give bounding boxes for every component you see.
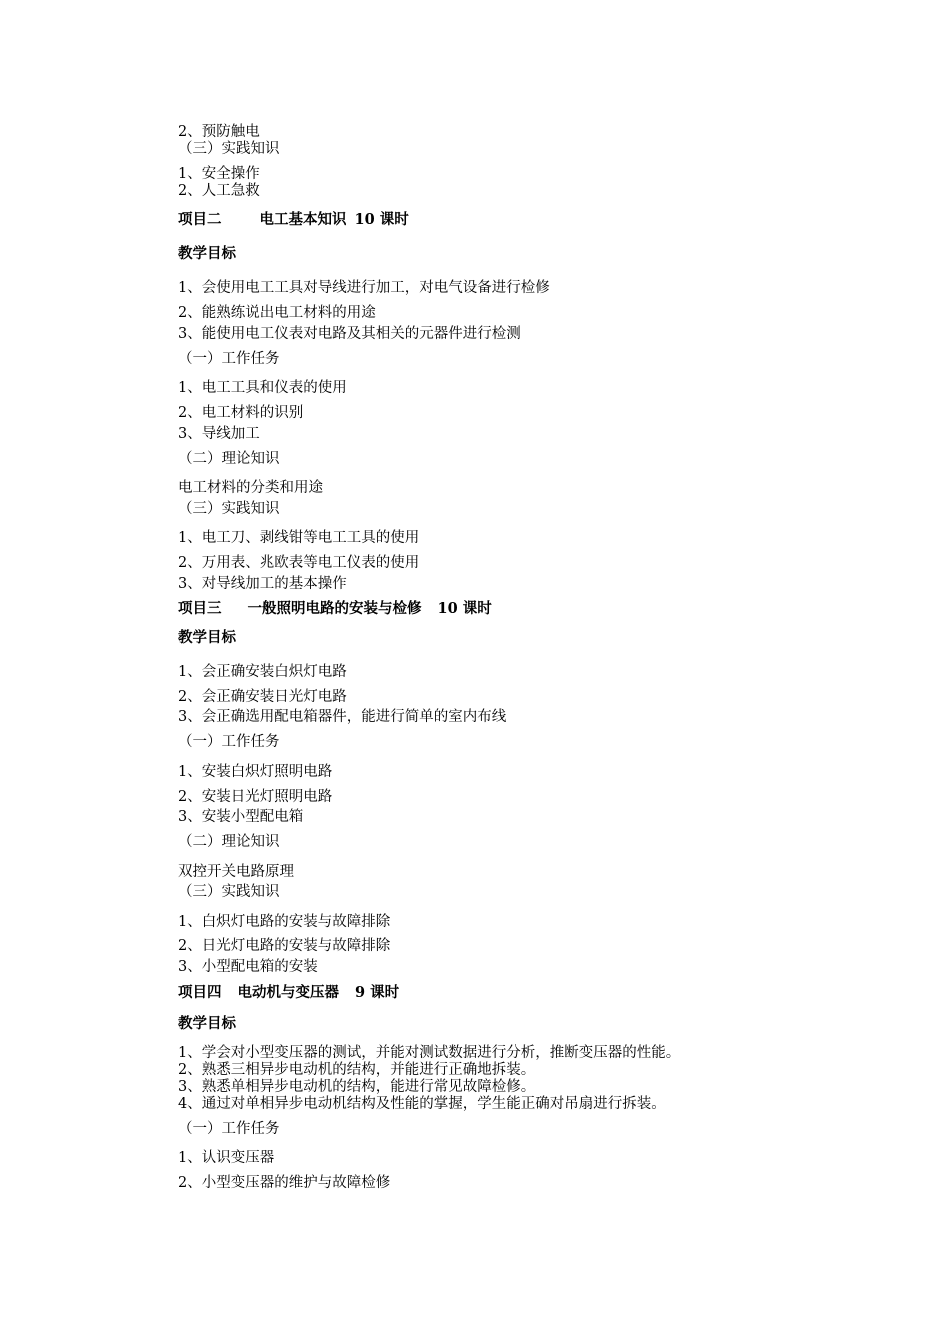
list-item: 1、会使用电工工具对导线进行加工，对电气设备进行检修 [178, 280, 550, 296]
list-item: 3、安装小型配电箱 [178, 809, 304, 825]
list-item: 3、导线加工 [178, 426, 260, 442]
section-heading-theory: （二）理论知识 [178, 451, 280, 467]
teaching-goals-heading: 教学目标 [178, 629, 236, 646]
project-title-prefix: 项目四 [178, 984, 222, 1001]
teaching-goals-heading: 教学目标 [178, 245, 236, 262]
project-title-hours: 10 课时 [437, 600, 492, 617]
project-title-hours: 10 课时 [354, 211, 409, 228]
list-item: 2、会正确安装日光灯电路 [178, 689, 347, 705]
project-title-name: 电工基本知识 [259, 211, 347, 228]
theory-text: 电工材料的分类和用途 [178, 480, 323, 496]
section-heading-practice: （三）实践知识 [178, 501, 280, 517]
list-item: 2、熟悉三相异步电动机的结构，并能进行正确地拆装。 [178, 1062, 536, 1078]
project-title-hours: 9 课时 [355, 984, 400, 1001]
theory-text: 双控开关电路原理 [178, 864, 294, 880]
project-title-prefix: 项目二 [178, 211, 222, 228]
section-heading-tasks: （一）工作任务 [178, 734, 280, 750]
list-item: 3、小型配电箱的安装 [178, 959, 318, 975]
list-item: 3、会正确选用配电箱器件，能进行简单的室内布线 [178, 709, 507, 725]
list-item: 1、安装白炽灯照明电路 [178, 764, 333, 780]
teaching-goals-heading: 教学目标 [178, 1015, 236, 1032]
list-item: 1、认识变压器 [178, 1150, 275, 1166]
list-item: 2、小型变压器的维护与故障检修 [178, 1175, 391, 1191]
list-item: 2、人工急救 [178, 183, 260, 199]
project-title [178, 985, 399, 1001]
list-item: 2、安装日光灯照明电路 [178, 789, 333, 805]
list-item: 2、日光灯电路的安装与故障排除 [178, 938, 391, 954]
project-title-prefix: 项目三 [178, 600, 222, 617]
section-heading-tasks: （一）工作任务 [178, 1121, 280, 1137]
section-heading-theory: （二）理论知识 [178, 834, 280, 850]
list-item: 3、熟悉单相异步电动机的结构，能进行常见故障检修。 [178, 1079, 536, 1095]
list-item: 2、万用表、兆欧表等电工仪表的使用 [178, 555, 420, 571]
section-heading-tasks: （一）工作任务 [178, 351, 280, 367]
list-item: 1、学会对小型变压器的测试，并能对测试数据进行分析，推断变压器的性能。 [178, 1045, 681, 1061]
list-item: 2、预防触电 [178, 124, 260, 140]
list-item: 1、白炽灯电路的安装与故障排除 [178, 914, 391, 930]
list-item: 2、能熟练说出电工材料的用途 [178, 305, 376, 321]
list-item: 3、对导线加工的基本操作 [178, 576, 347, 592]
project-title [178, 601, 492, 617]
project-title [178, 212, 409, 228]
project-title-name: 电动机与变压器 [237, 984, 339, 1001]
list-item: 4、通过对单相异步电动机结构及性能的掌握，学生能正确对吊扇进行拆装。 [178, 1096, 666, 1112]
list-item: 3、能使用电工仪表对电路及其相关的元器件进行检测 [178, 326, 521, 342]
list-item: 1、会正确安装白炽灯电路 [178, 664, 347, 680]
list-item: 1、安全操作 [178, 166, 260, 182]
project-title-name: 一般照明电路的安装与检修 [247, 600, 422, 617]
section-heading-practice: （三）实践知识 [178, 141, 280, 157]
list-item: 1、电工刀、剥线钳等电工工具的使用 [178, 530, 420, 546]
list-item: 1、电工工具和仪表的使用 [178, 380, 347, 396]
list-item: 2、电工材料的识别 [178, 405, 304, 421]
section-heading-practice: （三）实践知识 [178, 884, 280, 900]
